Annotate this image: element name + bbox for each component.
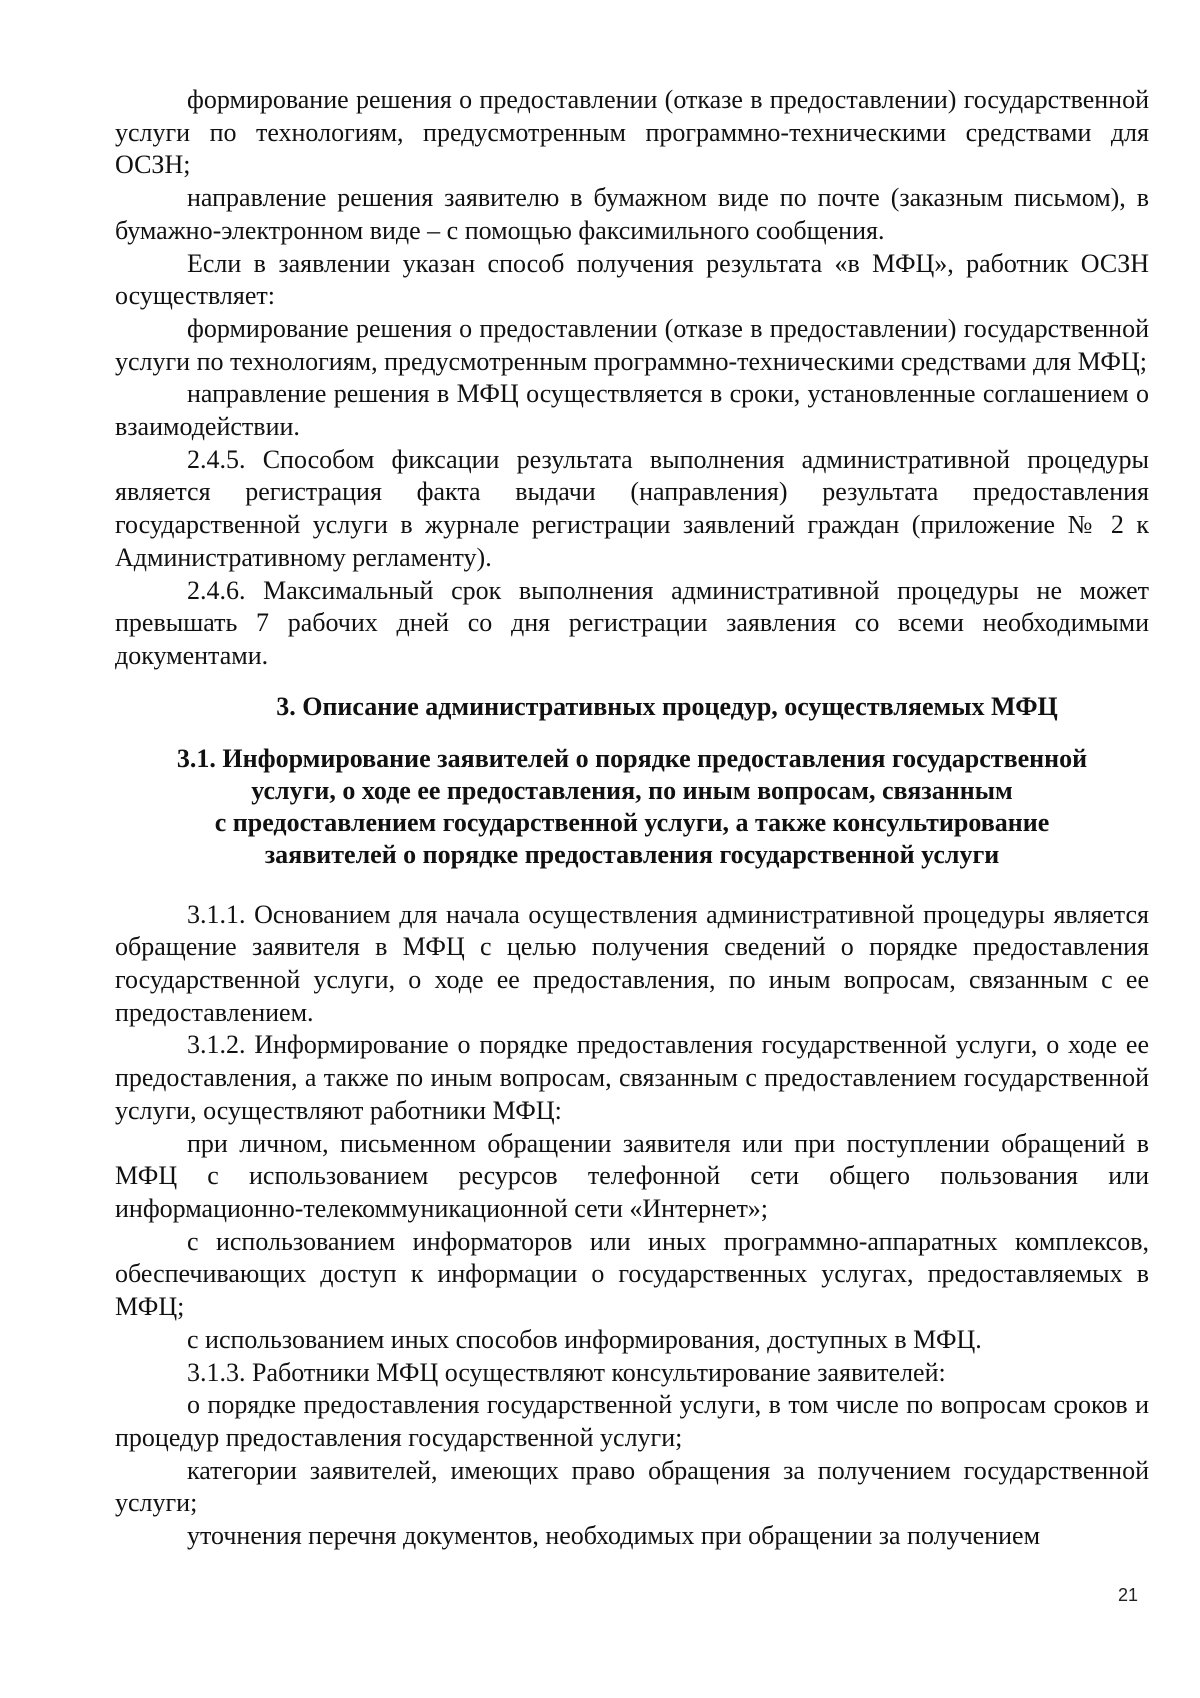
paragraph: направление решения в МФЦ осуществляется в сроки, установленные соглашением о взаимодействии. [115,379,1149,442]
paragraph: формирование решения о предоставлении (отказе в предоставлении) государственной услуги по технологиям, предусмотренным программно-техническими средствами для МФЦ; [115,313,1149,376]
paragraph: уточнения перечня документов, необходимых при обращении за получением [187,1521,1041,1551]
document-page [115,84,1149,1553]
paragraph-3-1-3: 3.1.3. Работники МФЦ осуществляют консультирование заявителей: [187,1357,946,1387]
paragraph: категории заявителей, имеющих право обращения за получением государственной услуги; [115,1455,1149,1518]
paragraph: с использованием информаторов или иных программно-аппаратных комплексов, обеспечивающих доступ к информации о государственных услугах, предоставляемых в МФЦ; [115,1226,1149,1322]
paragraph-3-1-2: 3.1.2. Информирование о порядке предоставления государственной услуги, о ходе ее предоставления, а также по иным вопросам, связанным с предоставлением государственной услуги, осуществляют работники МФЦ: [115,1030,1149,1125]
paragraph-3-1-1: 3.1.1. Основанием для начала осуществления административной процедуры является обращение заявителя в МФЦ с целью получения сведений о порядке предоставления государственной услуги, о ходе ее предоставления, по иным вопросам, связанным с ее предоставлением. [115,899,1149,1027]
paragraph: при личном, письменном обращении заявителя или при поступлении обращений в МФЦ с использованием ресурсов телефонной сети общего пользования или информационно-телекоммуникационной сети «Интернет»; [115,1128,1149,1223]
paragraph: о порядке предоставления государственной услуги, в том числе по вопросам сроков и процедур предоставления государственной услуги; [115,1390,1149,1452]
paragraph: направление решения заявителю в бумажном виде по почте (заказным письмом), в бумажно-электронном виде – с помощью факсимильного сообщения. [115,183,1149,245]
subsection-heading-line: услуги, о ходе ее предоставления, по иным вопросам, связанным [251,775,1013,805]
paragraph-2-4-6: 2.4.6. Максимальный срок выполнения административной процедуры не может превышать 7 рабочих дней со дня регистрации заявления со всеми необходимыми документами. [115,575,1149,670]
paragraph-2-4-5: 2.4.5. Способом фиксации результата выполнения административной процедуры является регистрация факта выдачи (направления) результата предоставления государственной услуги в журнале регистрации заявлений граждан (приложение № 2 к Административному регламенту). [115,444,1149,572]
subsection-heading-line: 3.1. Информирование заявителей о порядке предоставления государственной [176,743,1088,773]
subsection-heading [115,743,1149,871]
paragraph: формирование решения о предоставлении (отказе в предоставлении) государственной услуги по технологиям, предусмотренным программно-техническими средствами для ОСЗН; [115,85,1149,180]
paragraph: с использованием иных способов информирования, доступных в МФЦ. [187,1324,982,1354]
section-heading: 3. Описание административных процедур, осуществляемых МФЦ [276,691,1058,721]
subsection-heading-line: с предоставлением государственной услуги, а также консультирование [214,807,1050,837]
page-number: 21 [1118,1585,1139,1605]
subsection-heading-line: заявителей о порядке предоставления государственной услуги [264,839,1000,869]
paragraph: Если в заявлении указан способ получения результата «в МФЦ», работник ОСЗН осуществляет: [115,248,1149,311]
